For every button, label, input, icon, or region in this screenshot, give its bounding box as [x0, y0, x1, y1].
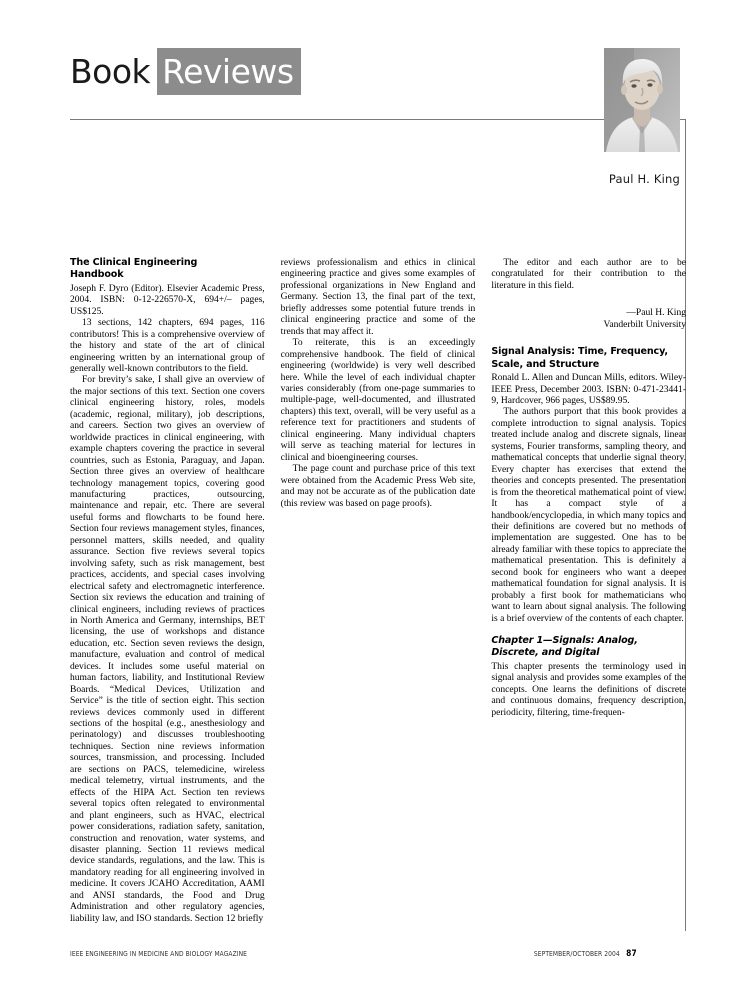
- review-1-book-title-line-2: Handbook: [70, 269, 124, 281]
- review-2-chapter-title-line-2: Discrete, and Digital: [491, 647, 600, 659]
- footer-issue-date: SEPTEMBER/OCTOBER 2004: [533, 949, 620, 958]
- review-1-citation: Joseph F. Dyro (Editor). Elsevier Academic Press, 2004. ISBN: 0-12-226570-X, 694+/– pages, US$125.: [70, 282, 265, 317]
- masthead: [70, 48, 686, 128]
- review-2-book-title: [491, 346, 686, 371]
- review-1-paragraph-4: The page count and purchase price of this text were obtained from the Academic Press Web site, and may not be accurate as of the publication date (this review was based on page proofs).: [280, 463, 476, 509]
- footer-magazine-name: IEEE ENGINEERING IN MEDICINE AND BIOLOGY MAGAZINE: [70, 949, 247, 958]
- column-2: [281, 257, 476, 925]
- review-2-book-title-line-2: Scale, and Structure: [491, 358, 600, 370]
- author-portrait-photo: [604, 48, 680, 152]
- footer-right-group: [534, 949, 637, 959]
- signoff-spacer: [491, 291, 686, 307]
- review-1-paragraph-5: The editor and each author are to be congratulated for their contribution to the literature in this field.: [491, 257, 687, 291]
- review-1-paragraph-1: 13 sections, 142 chapters, 694 pages, 116 contributors! This is a comprehensive overview of the history and state of the art of clinical engineering written by an international group of generally well-known contributors to the field.: [70, 317, 265, 374]
- review-2-citation: Ronald L. Allen and Duncan Mills, editors. Wiley-IEEE Press, December 2003. ISBN: 0-471-23441-9, Hardcover, 966 pages, US$89.95.: [491, 372, 687, 406]
- review-1-book-title-line-1: The Clinical Engineering: [70, 257, 198, 268]
- review-2-chapter-paragraph: This chapter presents the terminology used in signal analysis and provides some examples of the concepts. One learns the definitions of discrete and continuous domains, frequency description, periodicity, filtering, time-frequen-: [491, 660, 687, 718]
- review-1-signoff-affiliation: Vanderbilt University: [603, 318, 687, 330]
- header-divider-rule: [70, 119, 686, 120]
- column-3: [491, 257, 686, 925]
- author-name-caption: Paul H. King: [608, 172, 680, 186]
- review-2-spacer: [491, 330, 686, 346]
- page-title: [70, 48, 686, 95]
- article-columns: [70, 257, 686, 925]
- page-footer: [70, 949, 637, 959]
- review-2-book-title-line-1: Signal Analysis: Time, Frequency,: [491, 346, 668, 358]
- review-2-chapter-title: [491, 635, 686, 660]
- page-number: 87: [626, 949, 637, 959]
- review-1-paragraph-2-continued: reviews professionalism and ethics in clinical engineering practice and gives some examples of professional organizations in New England and Germany. Section 13, the final part of the text, briefly addresses some potential future trends in clinical engineering practice and some of the trends that may affect it.: [280, 257, 476, 337]
- review-2-chapter-title-line-1: Chapter 1—Signals: Analog,: [491, 635, 638, 647]
- review-1-paragraph-2: For brevity’s sake, I shall give an overview of the major sections of this text. Section one covers clinical engineering history, roles, models (academic, regional, military), job descriptions, and careers. Section two gives an overview of worldwide practices in clinical engineering, with example chapters covering the practice in several countries, such as Estonia, Paraguay, and Japan. Section three gives an overview of healthcare technology management topics, covering good manufacturing practices, outsourcing, maintenance and repair, etc. There are several useful forms and flowcharts to be found here. Section four reviews management styles, finances, personnel matters, skills needed, and quality assurance. Section five reviews several topics involving safety, such as risk management, best practices, accidents, and special cases involving electrical safety and electromagnetic interference. Section six reviews the education and training of clinical engineers, including reviews of practices in North America and Germany, internships, BET licensing, the use of workshops and distance education, etc. Section seven reviews the design, manufacture, evaluation and control of medical devices. It includes some useful material on human factors, liability, and Institutional Review Boards. “Medical Devices, Utilization and Service” is the title of section eight. This section reviews devices commonly used in different sections of the hospital (e.g., anesthesiology and perinatology) and discusses troubleshooting techniques. Section nine reviews information sources, transmission, and processing. Included are sections on PACS, telemedicine, wireless medical telemetry, virtual instruments, and the effects of the HIPA Act. Section ten reviews several topics often relegated to environmental and plant engineers, such as HVAC, electrical power considerations, radiation safety, sanitation, construction and renovation, water systems, and disaster planning. Section 11 reviews medical device standards, regulations, and the law. This is mandatory reading for all engineering involved in medicine. It covers JCAHO Accreditation, AAMI and ANSI standards, the Food and Drug Administration and other regulatory agencies, liability law, and ISO standards. Section 12 briefly: [70, 374, 265, 924]
- column-1: [70, 257, 265, 925]
- chapter-heading-spacer: [491, 624, 686, 635]
- page-title-word-book: Book: [70, 52, 151, 91]
- page-title-word-reviews: Reviews: [157, 48, 300, 95]
- review-1-paragraph-3: To reiterate, this is an exceedingly comprehensive handbook. The field of clinical engineering (worldwide) is very well described here. While the level of each individual chapter varies considerably (from one-page summaries to multiple-page, well-documented, and illustrated chapters) this text, overall, will be very useful as a reference text for practitioners and students of clinical engineering. Many individual chapters will serve as teaching material for lectures in clinical and bioengineering courses.: [280, 337, 476, 463]
- review-1-signoff-name: —Paul H. King: [626, 307, 687, 319]
- review-1-book-title: [70, 257, 265, 282]
- review-2-paragraph-1: The authors purport that this book provides a complete introduction to signal analysis. Topics treated include analog and discrete signals, linear systems, Fourier transforms, sampling theory, and mathematical concepts that underlie signal theory. Every chapter has exercises that extend the theories and concepts presented. The presentation is from the theoretical mathematical point of view. It has a compact style of a handbook/encyclopedia, in which many topics and their definitions are covered but no methods of implementation are suggested. One has to be already familiar with these topics to appreciate the mathematical presentation. This is definitely a second book for engineers who want a deeper mathematical foundation for signal analysis. It is probably a first book for mathematicians who want to learn about signal analysis. The following is a brief overview of the contents of each chapter.: [491, 406, 687, 624]
